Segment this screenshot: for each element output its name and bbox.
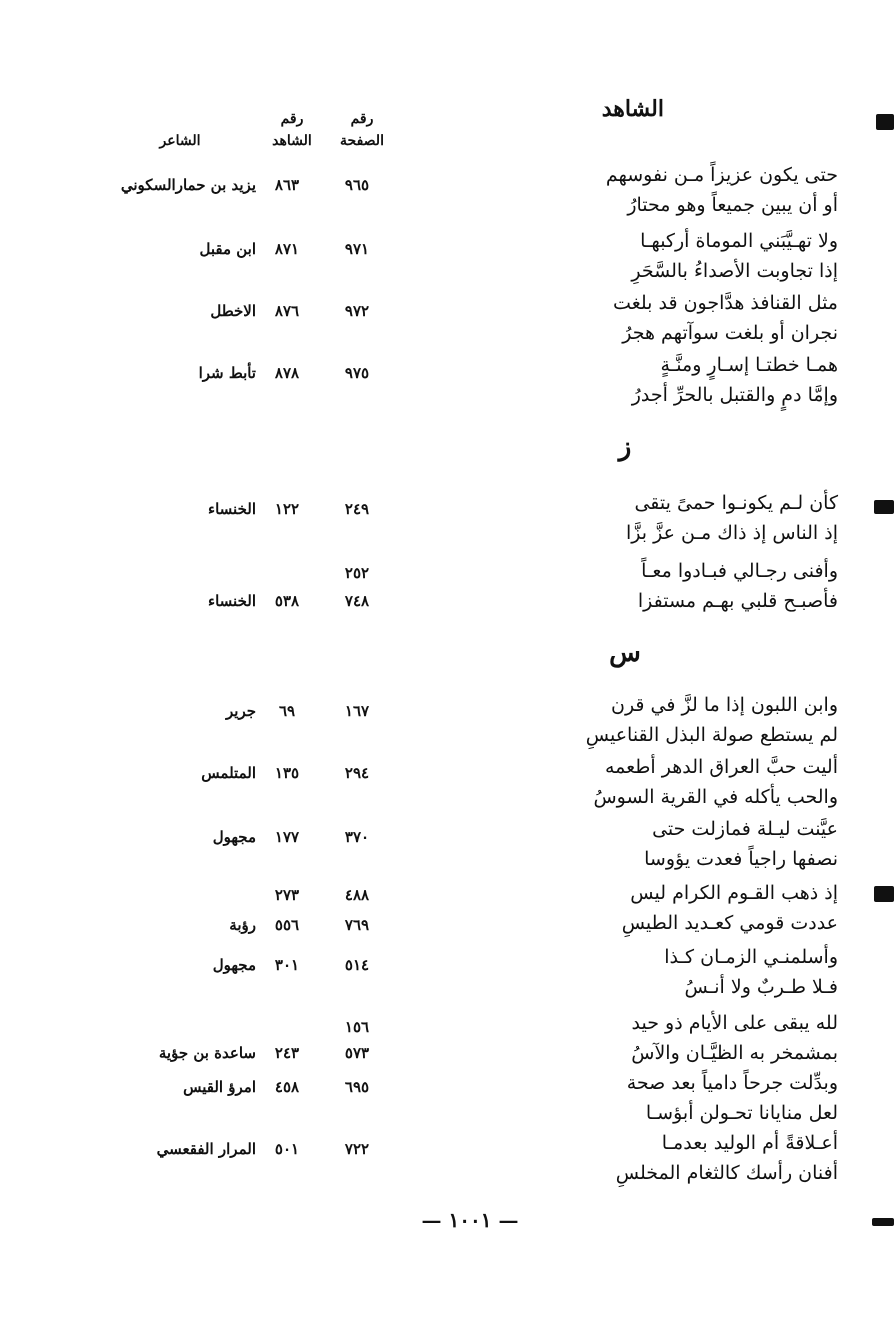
verse-text: [398, 1068, 838, 1128]
page-number: ٤٨٨: [344, 886, 370, 904]
shahid-number-secondary: ٥٥٦: [274, 916, 300, 934]
verse-entry: [0, 226, 894, 286]
verse-line-2: أو أن يبين جميعاً وهو محتارُ: [627, 194, 838, 216]
page-number: ٧٢٢: [344, 1140, 370, 1158]
shahid-number: ٥٠١: [274, 1140, 300, 1158]
verse-line-2: وإمَّا دمٍ والقتبل بالحرِّ أجدرُ: [631, 384, 838, 406]
page-number: ٩٦٥: [344, 176, 370, 194]
page-number-secondary: ٧٤٨: [344, 592, 370, 610]
verse-line-2: بمشمخر به الظيَّـان والآسُ: [631, 1042, 838, 1064]
scan-edge-mark: [876, 114, 894, 130]
verse-text: [398, 1128, 838, 1188]
shahid-number: ٦٩: [278, 702, 296, 720]
poet-name: تأبط شرا: [198, 364, 256, 382]
verse-text: [398, 878, 838, 938]
verse-line-1: وابن اللبون إذا ما لزَّ في قرن: [611, 694, 838, 716]
verse-entry: [0, 690, 894, 750]
poet-name: امرؤ القيس: [183, 1078, 256, 1096]
verse-text: [398, 160, 838, 220]
poet-name: الاخطل: [210, 302, 256, 320]
verse-line-2: عددت قومي كعـديد الطيسِ: [621, 912, 838, 934]
page-number: ٥١٤: [344, 956, 370, 974]
poet-name: المرار الفقعسي: [156, 1140, 256, 1158]
verse-line-2: إذا تجاوبت الأصداءُ بالسَّحَرِ: [631, 260, 838, 282]
verse-line-1: عيَّنت ليـلة فمازلت حتى: [652, 818, 838, 840]
verse-text: [398, 1008, 838, 1068]
verse-line-1: أعـلاقةً أم الوليد بعدمـا: [661, 1132, 838, 1154]
verse-line-2: والحب يأكله في القرية السوسُ: [593, 786, 838, 808]
verse-entry: [0, 488, 894, 548]
page-number: ٢٥٢: [344, 564, 370, 582]
verse-text: [398, 350, 838, 410]
shahid-number: ٨٧٨: [274, 364, 300, 382]
shahid-number: ٨٧٦: [274, 302, 300, 320]
column-header-shahid-line2: الشاهد: [272, 133, 312, 149]
page-number: ٦٩٥: [344, 1078, 370, 1096]
verse-line-2: نجران أو بلغت سوآتهم هجرُ: [622, 322, 838, 344]
poet-name: ساعدة بن جؤية: [158, 1044, 256, 1062]
column-header-page-line2: الصفحة: [340, 133, 384, 149]
poet-name: مجهول: [212, 956, 256, 974]
verse-text: [398, 288, 838, 348]
column-title-verse: الشاهد: [601, 96, 664, 122]
poet-name: يزيد بن حمارالسكوني: [120, 176, 256, 194]
verse-entry: [0, 878, 894, 938]
column-header-shahid-number: [262, 108, 322, 152]
verse-line-1: مثل القنافذ هدَّاجون قد بلغت: [613, 292, 838, 314]
verse-line-1: وأفنى رجـالي فبـادوا معـاً: [641, 560, 838, 582]
page-number: ٩٧١: [344, 240, 370, 258]
verse-text: [398, 690, 838, 750]
shahid-number: ١٣٥: [274, 764, 300, 782]
poet-name: المتلمس: [201, 764, 256, 782]
verse-line-1: ولا تهـيَّبَني الموماة أركبهـا: [640, 230, 838, 252]
shahid-number-secondary: ٢٤٣: [274, 1044, 300, 1062]
page-number-secondary: ٧٦٩: [344, 916, 370, 934]
verse-entry: [0, 1068, 894, 1128]
verse-text: [398, 814, 838, 874]
shahid-number: ٤٥٨: [274, 1078, 300, 1096]
page-number: ٩٧٥: [344, 364, 370, 382]
verse-line-2: فأصبـح قلبي بهـم مستفزا: [637, 590, 838, 612]
column-header-shahid-line1: رقم: [280, 111, 304, 127]
page-number: ٩٧٢: [344, 302, 370, 320]
verse-entry: [0, 556, 894, 616]
verse-line-2: نصفها راجياً فعدت يؤوسا: [644, 848, 838, 870]
verse-entry: [0, 1008, 894, 1068]
page-number: ٢٩٤: [344, 764, 370, 782]
page-number: ١٥٦: [344, 1018, 370, 1036]
column-header-page-line1: رقم: [350, 111, 374, 127]
page-number: ٣٧٠: [344, 828, 370, 846]
verse-entry: [0, 814, 894, 874]
verse-entry: [0, 1128, 894, 1188]
poet-name: الخنساء: [208, 500, 256, 518]
verse-line-1: إذ ذهب القـوم الكرام ليس: [630, 882, 838, 904]
verse-line-2: لم يستطع صولة البذل القناعيسِ: [585, 724, 838, 746]
shahid-number: ١٧٧: [274, 828, 300, 846]
verse-entry: [0, 288, 894, 348]
scan-edge-mark: [874, 500, 894, 514]
verse-line-2: لعل منايانا تحـولن أبؤسـا: [645, 1102, 838, 1124]
verse-entry: [0, 160, 894, 220]
page-number-secondary: ٥٧٣: [344, 1044, 370, 1062]
verse-line-2: فـلا طـربٌ ولا أنـسُ: [684, 976, 838, 998]
poet-name: جرير: [226, 702, 256, 720]
verse-line-1: حتى يكون عزيزاً مـن نفوسهم: [605, 164, 838, 186]
verse-text: [398, 226, 838, 286]
column-header-page-number: [332, 108, 392, 152]
poet-name: الخنساء: [208, 592, 256, 610]
verse-entry: [0, 350, 894, 410]
page-number: ٢٤٩: [344, 500, 370, 518]
verse-text: [398, 942, 838, 1002]
shahid-number: ٨٧١: [274, 240, 300, 258]
verse-line-1: همـا خطتـا إسـارٍ ومنَّـةٍ: [660, 354, 838, 376]
poet-name: رؤبة: [229, 916, 256, 934]
page-footer-number: — ١٠٠١ —: [421, 1208, 519, 1232]
verse-text: [398, 488, 838, 548]
poet-name: مجهول: [212, 828, 256, 846]
verse-line-1: أليت حبَّ العراق الدهر أطعمه: [604, 756, 838, 778]
verse-entry: [0, 752, 894, 812]
verse-line-1: وبدِّلت جرحاً دامياً بعد صحة: [626, 1072, 838, 1094]
scan-edge-mark: [874, 886, 894, 902]
verse-line-1: لله يبقى على الأيام ذو حيد: [631, 1012, 838, 1034]
column-header-poet: الشاعر: [159, 133, 201, 149]
shahid-number: ٢٧٣: [274, 886, 300, 904]
shahid-number: ٣٠١: [274, 956, 300, 974]
shahid-number-secondary: ٥٣٨: [274, 592, 300, 610]
section-letter-sin: س: [609, 638, 641, 668]
verse-line-2: أفنان رأسك كالثغام المخلسِ: [615, 1162, 838, 1184]
verse-text: [398, 752, 838, 812]
shahid-number: ٨٦٣: [274, 176, 300, 194]
verse-entry: [0, 942, 894, 1002]
scan-edge-mark: [872, 1218, 894, 1226]
verse-text: [398, 556, 838, 616]
verse-line-2: إذ الناس إذ ذاك مـن عزَّ بزَّا: [626, 522, 838, 544]
verse-line-1: كأن لـم يكونـوا حمىً يتقى: [634, 492, 838, 514]
section-letter-zay: ز: [618, 432, 632, 462]
shahid-number: ١٢٢: [274, 500, 300, 518]
page-number: ١٦٧: [344, 702, 370, 720]
poet-name: ابن مقبل: [199, 240, 256, 258]
verse-line-1: وأسلمنـي الزمـان كـذا: [664, 946, 838, 968]
